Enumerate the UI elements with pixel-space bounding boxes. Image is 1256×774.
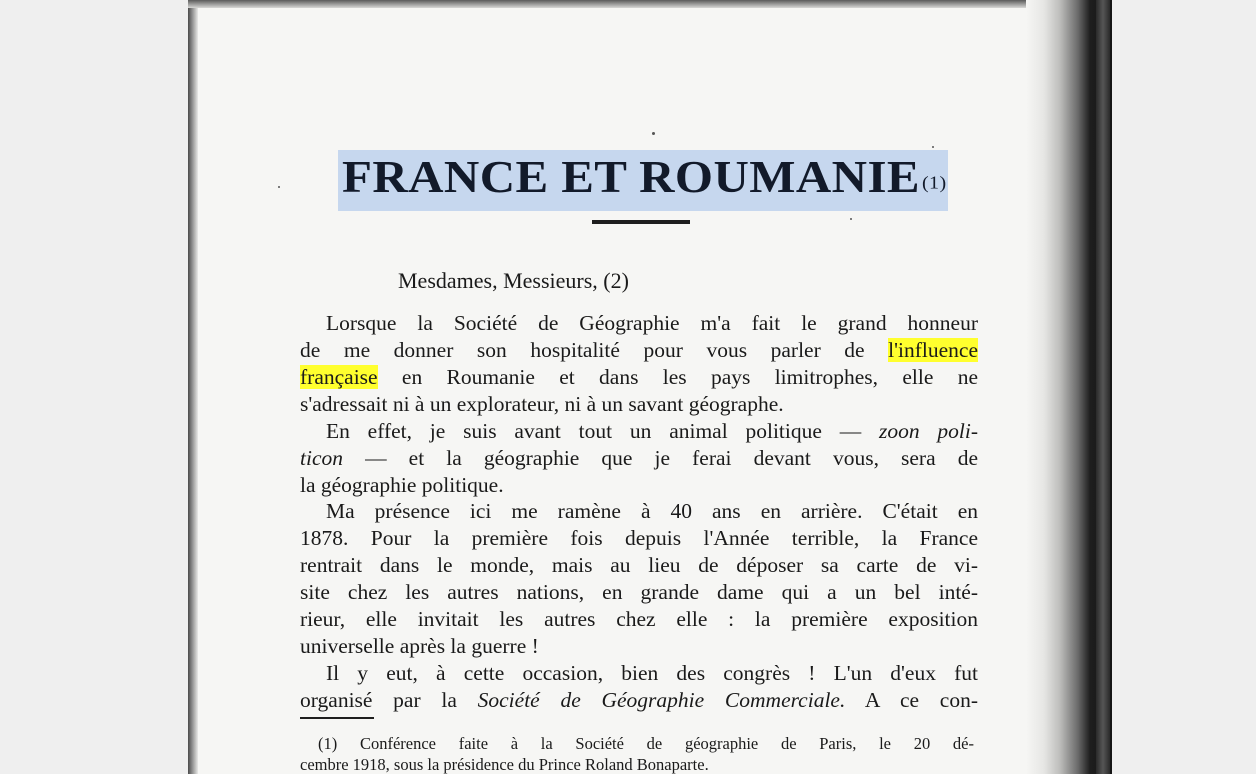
highlighted-phrase[interactable]: l'influence [888, 338, 978, 362]
page-top-shadow [188, 0, 1112, 8]
text-run: organisé par la [300, 688, 478, 712]
text-line [300, 633, 978, 660]
text-line [300, 445, 978, 472]
text-run: zoon poli- [878, 419, 978, 443]
text-run: en Roumanie et dans les pays limitrophes, elle ne [377, 365, 978, 389]
text-run: 1878. Pour la première fois depuis l'Année terrible, la France [300, 526, 978, 550]
footnote-line: cembre 1918, sous la présidence du Prince Roland Bonaparte. [300, 755, 709, 774]
title-text: FRANCE ET ROUMANIE [342, 151, 920, 203]
scan-speck [652, 132, 655, 135]
salutation: Mesdames, Messieurs, (2) [398, 268, 629, 293]
page-title[interactable] [342, 148, 982, 207]
text-line [300, 606, 978, 633]
text-line [300, 391, 978, 418]
text-line [300, 525, 978, 552]
text-line [300, 687, 978, 714]
text-run: Il y eut, à cette occasion, bien des congrès ! L'un d'eux fut [326, 661, 978, 685]
text-run: Société de Géographie Commerciale. [477, 688, 846, 712]
footnote-line: (1) Conférence faite à la Société de géographie de Paris, le 20 dé- [318, 734, 974, 753]
text-line [300, 579, 978, 606]
scanned-page [188, 0, 1112, 774]
scan-speck [850, 218, 852, 220]
text-line [300, 472, 978, 499]
title-footnote-marker: (1) [922, 172, 947, 194]
text-run: ticon [300, 446, 343, 470]
text-line [300, 364, 978, 391]
text-run: site chez les autres nations, en grande dame qui a un bel inté- [300, 580, 978, 604]
text-run: A ce con- [845, 688, 978, 712]
text-run: s'adressait ni à un explorateur, ni à un savant géographe. [300, 392, 784, 416]
text-line [300, 498, 978, 525]
text-run: universelle après la guerre ! [300, 634, 539, 658]
text-line [300, 418, 978, 445]
title-rule [592, 220, 690, 224]
text-run: la géographie politique. [300, 473, 504, 497]
text-run: En effet, je suis avant tout un animal politique — [326, 419, 879, 443]
page-binding-edge [1096, 0, 1110, 774]
text-line [300, 552, 978, 579]
text-line [300, 310, 978, 337]
text-line [300, 660, 978, 687]
text-run: Lorsque la Société de Géographie m'a fait le grand honneur [326, 311, 978, 335]
scan-speck [278, 186, 280, 188]
text-run: de me donner son hospitalité pour vous parler de [300, 338, 889, 362]
footnote-rule [300, 717, 374, 719]
text-run: Ma présence ici me ramène à 40 ans en arrière. C'était en [326, 499, 978, 523]
text-line [300, 337, 978, 364]
text-run: rentrait dans le monde, mais au lieu de déposer sa carte de vi- [300, 553, 978, 577]
text-run: — et la géographie que je ferai devant vous, sera de [343, 446, 978, 470]
page-left-shadow [188, 0, 198, 774]
highlighted-phrase[interactable]: française [300, 365, 378, 389]
text-run: rieur, elle invitait les autres chez elle : la première exposition [300, 607, 978, 631]
